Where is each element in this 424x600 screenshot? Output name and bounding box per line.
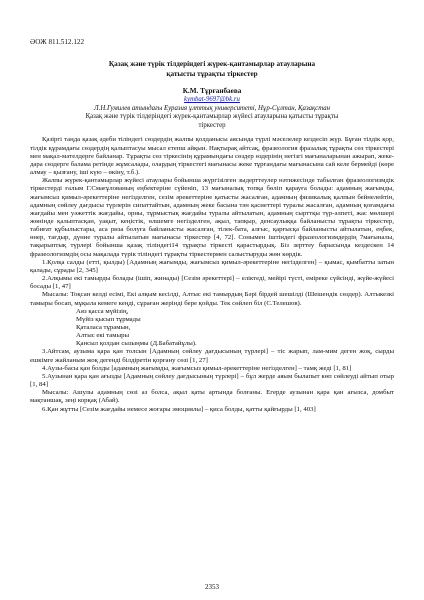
poem-line: Қаталаса тұрамын,	[76, 324, 131, 331]
poem-line: Аяз қасса мүйізің,	[76, 307, 129, 315]
list-item-5: 5.Аузынан қара қан ағызды [Адамның сөйлеу дағдысының түрлері] – бұл жерде аяым былапыт көп сөйлеуді айтып отыр [1, 84]	[30, 372, 394, 389]
title-line-2: қатысты тұрақты тіркестер	[166, 69, 258, 78]
author-affiliation: Л.Н.Гумилев атындағы Еуразия ұлттық университеті, Нұр-Сұлтан, Қазақстан	[94, 104, 330, 112]
example-paragraph-2: Мысалы: Ашулы адамның сөзі аз болса, ақыл қаты артында болғаны. Егерде аузынан қара қан ағызса, домбыт мақтаншақ, зеңі корқақ (Абай).	[30, 389, 394, 405]
poem-line: Қансыл қолдан сызыңмы (Д.Бабатайұлы).	[76, 340, 197, 348]
example-paragraph: Мысалы: Тоқсан келді есімі, Екі алқым кесілді, Алтыс екі тамырдың Бәрі бірдей шешілді (Шешендік сөздер). Алтыкезкі тамыры босап, мұқыла кемеге кеңді, сұраған жерінді бере қойды. Тек сөйлеп біл (С.Телешов).	[30, 291, 394, 307]
article-subtitle	[30, 113, 394, 130]
subtitle-line-1: Қазақ және түрік тілдеріндегі жүрек-қантамырлар жүйесі атауларына қатысты тұрақты	[85, 113, 339, 120]
author-email-link[interactable]: kymbat-9697@bk.ru	[184, 96, 240, 103]
paragraph-classification: Жалпы жүрек-қантамырлар жүйесі атаулары бойынша жүргізілген зыдерттеулер нәтижесінде табылған фразеологизмдік тіркестерді ғалым Г.Смағұлованың еңбектеріне сүйеніп, 13 мағыналық топқа бөліп қарауға болады: адамның жағымды, жағымсыз қимыл-әрекеттеріне негізделген, сезім әрекеттеріне қатысты жасалған, адамның физикалық қалпын бейнелейтін, адамның сөйлеу дағдысы түрлерін сипаттайтын, адамның жеке басына тән қасиеттері туралы жасалған, адамның қоғамдағы жағдайы мен уәжеттік жағдайы, орны, тұрмыстық жағдайы туралы айтылатын, адамның сырттқы түр-әлпеті, жас мөлшері жөнінде қалыптасқан, уақыт, кеңістік, өлшемге негізделген, ақыл, тапқыр, денсаулыққа байланысты тұрақты тіркестер, табиғат құбылыстары, аса риза болуға байланысты жасалған, тілек-бата, алғыс, қарғысқа байланысты айтылатын, еңбек, өнер, тағдыр, дүние туралы айтылатын мағынасы тіркестер [4, 72]. Сонымен іштіндегі фразеологизмдердің 7мағыналы, тақырыптық түрлері бойынша қазақ тіліндегі14 тұрақты тіркесті қарастырдық. Біз зерттеу барысында кездескен 14 фразеологизмдің осы мақалада түрік тіліндегі тұрақты тіркестермен салыстыруды жөн көрдік.	[30, 177, 394, 258]
udc-code: ӘОЖ 811.512.122	[30, 38, 85, 46]
poem-line: Алтыс екі тамыры	[76, 332, 129, 340]
list-item-4: 4.Аузы-басы қан болды [адамның жағымды, жағымсыз қимыл-әрекеттеріне негізделген] – тамқ жеді [1, 81]	[42, 364, 352, 372]
author-name: К.М. Тұрғанбаева	[182, 87, 242, 95]
list-item-1: 1.Қолқа салды (етті, қылды) [Адамның жағымды, жағымсыз қимыл-әрекеттеріне негізделген] – қымас, қымбатты затын қалады, сұрады [2, 345]	[30, 258, 394, 274]
list-item-6: 6.Қан жұтты [Сезім жағдайы немесе жоғары эмоциялы] – қиса болды, қатты қайғырды [1, 403]	[42, 405, 316, 413]
subtitle-line-2: тіркестер	[198, 121, 226, 129]
list-item-2: 2.Алқымы екі тамырды болады (ішіп, жинады) [Сезім әрекеттері] – еліктеді, мейірі түсті, еміреке сүйсінді, жүйе-жүйесі босады [1, 47]	[30, 275, 394, 291]
article-title	[30, 60, 394, 79]
page-number: 2353	[205, 583, 219, 591]
title-line-1: Қазақ және түрік тілдеріндегі жүрек-қантамырлар атауларына	[108, 60, 316, 68]
poem-line: Мүйіз қысып тұрмады	[76, 315, 141, 323]
paragraph-intro: Қазіргі таңда қазақ әдеби тіліндегі сөздердің жалпы қолданысы аясында түрлі мәселелер кездесіп жүр. Бұған тілдік қор, тілдік құрамдағы сөздердің қалыптасуы мысал етепш айқын. Нақтырақ айтсақ, фразеология фразалық тұрақты сөз тіркестері мен мақал-мәтелдерге байланар. Тұрақты сөз тіркесінің құрамындағы сөздер өздерінің негізгі мағыналарынан ажырап, жеке-дара сөздерге баламa ретінде жұмсалады, олардың тіркестегі мағынасы жеке тұрғандағы мағынасына сай келе бермейді (көре алмау – қызғану, іші күю – өкіну, т.б.).	[30, 136, 394, 177]
poem-quote	[30, 308, 394, 349]
article-body	[30, 136, 394, 413]
list-item-3: 3.Айтсам, аузыма қара қан толсын [Адамның сөйлеу дағдысының түрлері] – тіс жарып, лам-мим деген жоқ, сырды ешкімге жайланым жоқ дегенді білдіретін қорғану сөзі [1, 27]	[30, 348, 394, 364]
